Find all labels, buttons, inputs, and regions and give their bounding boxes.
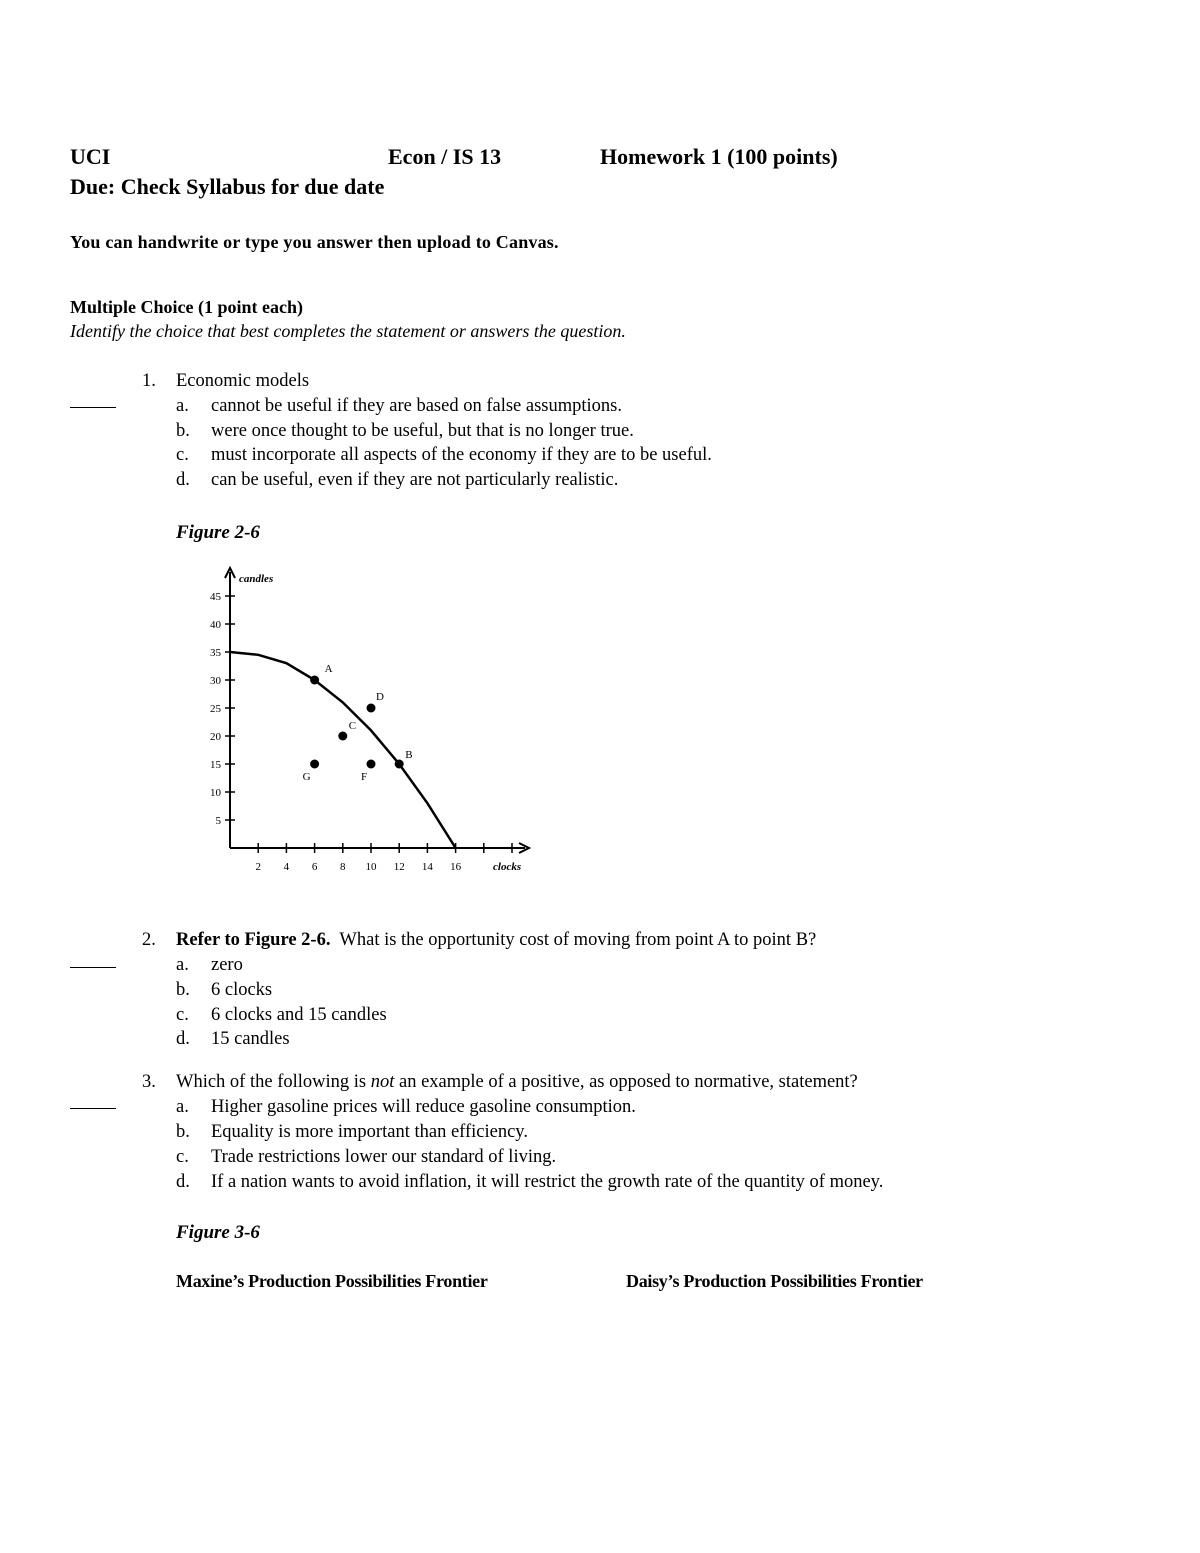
choice-text: can be useful, even if they are not particularly realistic. xyxy=(211,470,619,490)
figure-title: Figure 2-6 xyxy=(176,522,260,543)
question-number: 1. xyxy=(142,371,156,391)
due-date: Due: Check Syllabus for due date xyxy=(70,174,385,199)
course-code: Econ / IS 13 xyxy=(388,144,502,169)
choice-text: If a nation wants to avoid inflation, it will restrict the growth rate of the quantity of money. xyxy=(211,1172,884,1192)
point-d xyxy=(367,704,376,713)
choice-text: must incorporate all aspects of the economy if they are to be useful. xyxy=(211,445,712,465)
question-text-pre: Which of the following is xyxy=(176,1072,371,1092)
choice-letter: a. xyxy=(176,1097,189,1117)
choice-letter: d. xyxy=(176,470,190,490)
x-tick-label: 12 xyxy=(393,861,405,873)
choice-text: 15 candles xyxy=(211,1029,290,1049)
x-tick-label: 6 xyxy=(311,861,318,873)
answer-blank-3[interactable] xyxy=(70,1096,116,1114)
x-tick-label: 8 xyxy=(340,861,346,873)
x-tick-label: 10 xyxy=(365,861,377,873)
daisy-ppf-title: Daisy’s Production Possibilities Frontier xyxy=(626,1271,923,1291)
y-tick-label: 20 xyxy=(210,731,221,743)
choice-letter: c. xyxy=(176,1005,189,1025)
question-stem xyxy=(176,930,816,951)
section-instructions: Identify the choice that best completes the statement or answers the question. xyxy=(70,321,626,341)
y-tick-label: 25 xyxy=(210,703,221,715)
assignment-title: Homework 1 (100 points) xyxy=(600,144,838,169)
point-a xyxy=(310,676,319,685)
question-number: 3. xyxy=(142,1072,156,1092)
choice-letter: a. xyxy=(176,955,189,975)
point-f xyxy=(367,760,376,769)
answer-blank-1[interactable] xyxy=(70,395,116,413)
section-title: Multiple Choice (1 point each) xyxy=(70,297,303,317)
choice-text: Higher gasoline prices will reduce gasoline consumption. xyxy=(211,1097,636,1117)
choice-text: 6 clocks xyxy=(211,980,273,1000)
y-tick-label: 15 xyxy=(210,759,221,771)
question-stem: Economic models xyxy=(176,371,310,391)
y-tick-label: 10 xyxy=(210,787,221,799)
point-label: F xyxy=(360,771,368,783)
ppf-curve xyxy=(230,652,456,848)
choice-letter: b. xyxy=(176,421,190,441)
point-c xyxy=(338,732,347,741)
x-tick-label: 14 xyxy=(421,861,433,873)
choice-letter: b. xyxy=(176,1122,190,1142)
school-name: UCI xyxy=(70,144,111,169)
choice-text: cannot be useful if they are based on false assumptions. xyxy=(211,396,622,416)
figure-title: Figure 3-6 xyxy=(176,1222,260,1243)
y-tick-label: 5 xyxy=(215,815,221,827)
question-text-post: an example of a positive, as opposed to normative, statement? xyxy=(394,1072,858,1092)
maxine-ppf-title: Maxine’s Production Possibilities Frontier xyxy=(176,1271,488,1291)
choice-text: Trade restrictions lower our standard of living. xyxy=(211,1147,557,1167)
y-tick-label: 35 xyxy=(210,647,221,659)
question-emphasis: not xyxy=(370,1072,395,1092)
y-axis-label: candles xyxy=(239,573,274,585)
choice-text: 6 clocks and 15 candles xyxy=(211,1005,387,1025)
x-tick-label: 4 xyxy=(283,861,290,873)
submission-note: You can handwrite or type you answer then upload to Canvas. xyxy=(70,232,559,252)
question-stem xyxy=(176,1072,858,1093)
x-tick-label: 16 xyxy=(450,861,462,873)
choice-letter: d. xyxy=(176,1029,190,1049)
choice-letter: c. xyxy=(176,1147,189,1167)
point-label: D xyxy=(376,691,384,703)
choice-text: zero xyxy=(211,955,243,975)
ppf-chart xyxy=(195,562,540,880)
question-text: What is the opportunity cost of moving from point A to point B? xyxy=(339,930,817,950)
x-axis-label: clocks xyxy=(493,861,522,873)
choice-letter: d. xyxy=(176,1172,190,1192)
point-label: B xyxy=(405,749,413,761)
point-label: C xyxy=(348,720,357,732)
choice-letter: b. xyxy=(176,980,190,1000)
y-tick-label: 40 xyxy=(210,619,221,631)
x-tick-label: 2 xyxy=(255,861,261,873)
choice-letter: a. xyxy=(176,396,189,416)
y-tick-label: 45 xyxy=(210,591,221,603)
question-reference: Refer to Figure 2-6. xyxy=(176,930,331,950)
question-number: 2. xyxy=(142,930,156,950)
y-tick-label: 30 xyxy=(210,675,221,687)
choice-letter: c. xyxy=(176,445,189,465)
choice-text: were once thought to be useful, but that is no longer true. xyxy=(211,421,634,441)
point-label: G xyxy=(302,771,311,783)
point-g xyxy=(310,760,319,769)
point-b xyxy=(395,760,404,769)
choice-text: Equality is more important than efficiency. xyxy=(211,1122,528,1142)
point-label: A xyxy=(324,663,333,675)
answer-blank-2[interactable] xyxy=(70,955,116,973)
